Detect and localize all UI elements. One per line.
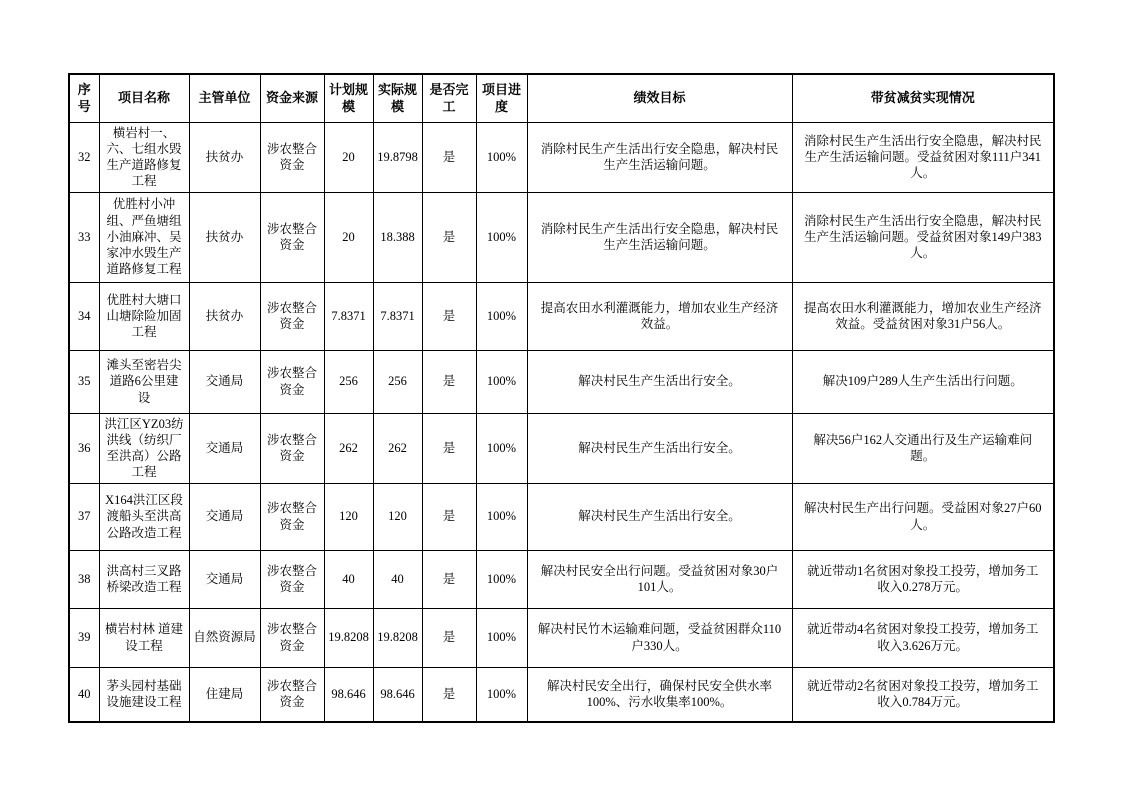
cell-planned-scale: 120 bbox=[324, 483, 373, 550]
cell-project-name: 滩头至密岩尖道路6公里建设 bbox=[99, 350, 189, 413]
table-row bbox=[69, 550, 1054, 608]
cell-completed: 是 bbox=[422, 608, 476, 667]
cell-planned-scale: 19.8208 bbox=[324, 608, 373, 667]
cell-poverty-result: 解决109户289人生产生活出行问题。 bbox=[792, 350, 1054, 413]
cell-poverty-result: 解决村民生产出行问题。受益困对象27户60人。 bbox=[792, 483, 1054, 550]
table-row bbox=[69, 413, 1054, 483]
col-header-serial: 序号 bbox=[69, 74, 99, 122]
cell-performance-goal: 解决村民生产生活出行安全。 bbox=[527, 413, 792, 483]
table-header-row bbox=[69, 74, 1054, 122]
col-header-performance-goal: 绩效目标 bbox=[527, 74, 792, 122]
cell-fund-source: 涉农整合资金 bbox=[260, 608, 324, 667]
cell-fund-source: 涉农整合资金 bbox=[260, 413, 324, 483]
cell-poverty-result: 就近带动2名贫困对象投工投劳，增加务工收入0.784万元。 bbox=[792, 667, 1054, 722]
cell-performance-goal: 提高农田水利灌溉能力，增加农业生产经济效益。 bbox=[527, 282, 792, 350]
cell-progress: 100% bbox=[476, 608, 527, 667]
cell-progress: 100% bbox=[476, 192, 527, 282]
cell-fund-source: 涉农整合资金 bbox=[260, 667, 324, 722]
cell-planned-scale: 20 bbox=[324, 122, 373, 192]
cell-project-name: 洪高村三叉路桥梁改造工程 bbox=[99, 550, 189, 608]
cell-unit: 住建局 bbox=[189, 667, 260, 722]
table-row bbox=[69, 483, 1054, 550]
col-header-unit: 主管单位 bbox=[189, 74, 260, 122]
cell-unit: 交通局 bbox=[189, 413, 260, 483]
project-performance-table bbox=[68, 73, 1055, 723]
cell-poverty-result: 消除村民生产生活出行安全隐患，解决村民生产生活运输问题。受益贫困对象149户383人。 bbox=[792, 192, 1054, 282]
col-header-poverty-result: 带贫减贫实现情况 bbox=[792, 74, 1054, 122]
cell-unit: 交通局 bbox=[189, 350, 260, 413]
cell-serial: 34 bbox=[69, 282, 99, 350]
cell-actual-scale: 40 bbox=[373, 550, 422, 608]
cell-progress: 100% bbox=[476, 282, 527, 350]
cell-project-name: 优胜村大塘口山塘除险加固工程 bbox=[99, 282, 189, 350]
cell-poverty-result: 提高农田水利灌溉能力，增加农业生产经济效益。受益贫困对象31户56人。 bbox=[792, 282, 1054, 350]
cell-actual-scale: 262 bbox=[373, 413, 422, 483]
cell-unit: 扶贫办 bbox=[189, 282, 260, 350]
cell-planned-scale: 20 bbox=[324, 192, 373, 282]
table-row bbox=[69, 667, 1054, 722]
table-row bbox=[69, 282, 1054, 350]
cell-progress: 100% bbox=[476, 122, 527, 192]
cell-unit: 自然资源局 bbox=[189, 608, 260, 667]
cell-actual-scale: 256 bbox=[373, 350, 422, 413]
cell-fund-source: 涉农整合资金 bbox=[260, 122, 324, 192]
cell-actual-scale: 120 bbox=[373, 483, 422, 550]
cell-performance-goal: 解决村民安全出行问题。受益贫困对象30户101人。 bbox=[527, 550, 792, 608]
cell-planned-scale: 256 bbox=[324, 350, 373, 413]
cell-poverty-result: 就近带动4名贫困对象投工投劳，增加务工收入3.626万元。 bbox=[792, 608, 1054, 667]
cell-completed: 是 bbox=[422, 667, 476, 722]
cell-planned-scale: 98.646 bbox=[324, 667, 373, 722]
cell-completed: 是 bbox=[422, 282, 476, 350]
cell-performance-goal: 解决村民安全出行，确保村民安全供水率100%、污水收集率100%。 bbox=[527, 667, 792, 722]
cell-completed: 是 bbox=[422, 483, 476, 550]
col-header-fund-source: 资金来源 bbox=[260, 74, 324, 122]
cell-performance-goal: 消除村民生产生活出行安全隐患，解决村民生产生活运输问题。 bbox=[527, 192, 792, 282]
cell-unit: 交通局 bbox=[189, 483, 260, 550]
cell-fund-source: 涉农整合资金 bbox=[260, 483, 324, 550]
cell-fund-source: 涉农整合资金 bbox=[260, 350, 324, 413]
cell-actual-scale: 98.646 bbox=[373, 667, 422, 722]
col-header-progress: 项目进度 bbox=[476, 74, 527, 122]
cell-actual-scale: 19.8798 bbox=[373, 122, 422, 192]
cell-serial: 40 bbox=[69, 667, 99, 722]
cell-progress: 100% bbox=[476, 483, 527, 550]
col-header-planned-scale: 计划规模 bbox=[324, 74, 373, 122]
cell-unit: 扶贫办 bbox=[189, 192, 260, 282]
cell-performance-goal: 解决村民生产生活出行安全。 bbox=[527, 350, 792, 413]
cell-fund-source: 涉农整合资金 bbox=[260, 282, 324, 350]
table-row bbox=[69, 350, 1054, 413]
cell-unit: 扶贫办 bbox=[189, 122, 260, 192]
cell-performance-goal: 解决村民生产生活出行安全。 bbox=[527, 483, 792, 550]
cell-serial: 36 bbox=[69, 413, 99, 483]
cell-completed: 是 bbox=[422, 350, 476, 413]
cell-performance-goal: 消除村民生产生活出行安全隐患，解决村民生产生活运输问题。 bbox=[527, 122, 792, 192]
cell-poverty-result: 消除村民生产生活出行安全隐患，解决村民生产生活运输问题。受益贫困对象111户341人。 bbox=[792, 122, 1054, 192]
cell-actual-scale: 19.8208 bbox=[373, 608, 422, 667]
cell-completed: 是 bbox=[422, 192, 476, 282]
cell-serial: 37 bbox=[69, 483, 99, 550]
cell-completed: 是 bbox=[422, 122, 476, 192]
cell-planned-scale: 262 bbox=[324, 413, 373, 483]
cell-actual-scale: 18.388 bbox=[373, 192, 422, 282]
table-row bbox=[69, 608, 1054, 667]
cell-serial: 32 bbox=[69, 122, 99, 192]
col-header-project-name: 项目名称 bbox=[99, 74, 189, 122]
cell-progress: 100% bbox=[476, 550, 527, 608]
table-row bbox=[69, 122, 1054, 192]
col-header-completed: 是否完工 bbox=[422, 74, 476, 122]
col-header-actual-scale: 实际规模 bbox=[373, 74, 422, 122]
cell-completed: 是 bbox=[422, 550, 476, 608]
cell-project-name: X164洪江区段渡船头至洪高公路改造工程 bbox=[99, 483, 189, 550]
cell-unit: 交通局 bbox=[189, 550, 260, 608]
cell-planned-scale: 40 bbox=[324, 550, 373, 608]
cell-fund-source: 涉农整合资金 bbox=[260, 192, 324, 282]
cell-project-name: 洪江区YZ03纺洪线（纺织厂至洪高）公路工程 bbox=[99, 413, 189, 483]
cell-serial: 33 bbox=[69, 192, 99, 282]
cell-planned-scale: 7.8371 bbox=[324, 282, 373, 350]
cell-project-name: 优胜村小冲组、严鱼塘组小油麻冲、吴家冲水毁生产道路修复工程 bbox=[99, 192, 189, 282]
cell-serial: 39 bbox=[69, 608, 99, 667]
cell-project-name: 横岩村林 道建设工程 bbox=[99, 608, 189, 667]
cell-performance-goal: 解决村民竹木运输难问题，受益贫困群众110户330人。 bbox=[527, 608, 792, 667]
cell-progress: 100% bbox=[476, 413, 527, 483]
cell-poverty-result: 解决56户162人交通出行及生产运输难问题。 bbox=[792, 413, 1054, 483]
table-row bbox=[69, 192, 1054, 282]
cell-progress: 100% bbox=[476, 667, 527, 722]
cell-serial: 35 bbox=[69, 350, 99, 413]
cell-fund-source: 涉农整合资金 bbox=[260, 550, 324, 608]
cell-serial: 38 bbox=[69, 550, 99, 608]
cell-actual-scale: 7.8371 bbox=[373, 282, 422, 350]
cell-progress: 100% bbox=[476, 350, 527, 413]
cell-project-name: 茅头园村基础设施建设工程 bbox=[99, 667, 189, 722]
cell-project-name: 横岩村一、六、七组水毁生产道路修复工程 bbox=[99, 122, 189, 192]
cell-poverty-result: 就近带动1名贫困对象投工投劳，增加务工收入0.278万元。 bbox=[792, 550, 1054, 608]
cell-completed: 是 bbox=[422, 413, 476, 483]
